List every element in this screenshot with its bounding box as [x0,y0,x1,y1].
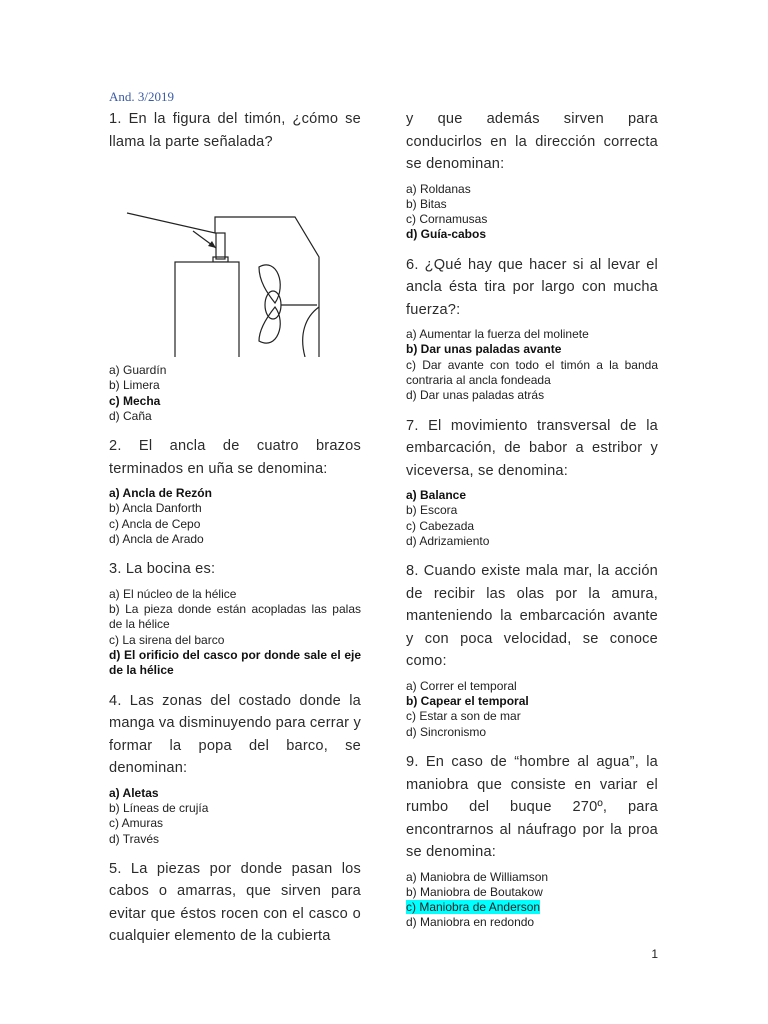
option-b: b) Limera [109,378,160,393]
option-c: c) Cabezada [406,518,475,533]
option-d: d) Dar unas paladas atrás [406,388,545,403]
option-a: a) Aumentar la fuerza del molinete [406,327,589,342]
options-list [109,587,361,679]
option-b: b) Escora [406,503,458,518]
question-6 [406,254,658,404]
options-list [406,679,658,740]
question-text: 4. Las zonas del costado donde la manga va disminuyendo para cerrar y formar la popa del barco, se denominan: [109,692,361,777]
option-d: d) Caña [109,408,152,423]
option-d: d) Adrizamiento [406,534,490,549]
question-5-end [406,108,658,243]
question-4 [109,690,361,847]
options-list [109,363,361,424]
question-2 [109,435,361,547]
question-text: y que además sirven para conducirlos en la dirección correcta se denominan: [406,111,658,172]
option-c: c) La sirena del barco [109,632,225,647]
question-text: 8. Cuando existe mala mar, la acción de recibir las olas por la amura, manteniendo la embarcación avante y con poca velocidad, se conoce como: [406,563,658,670]
question-text: 3. La bocina es: [109,561,216,578]
highlighted-answer: c) Maniobra de Anderson [406,900,541,915]
rudder-diagram [109,157,361,357]
option-a: a) Roldanas [406,181,471,196]
options-list [406,327,658,403]
options-list [406,182,658,243]
question-text: 7. El movimiento transversal de la embarcación, de babor a estribor y viceversa, se denomina: [406,417,658,479]
option-b-correct: b) Dar unas paladas avante [406,342,562,357]
option-a: a) Maniobra de Williamson [406,869,549,884]
page-number: 1 [651,947,658,961]
right-column [406,108,658,942]
option-b: b) Bitas [406,196,447,211]
option-c: c) Cornamusas [406,212,488,227]
question-text: 6. ¿Qué hay que hacer si al levar el ancla ésta tira por largo con mucha fuerza?: [406,256,658,318]
option-a-correct: a) Ancla de Rezón [109,486,212,501]
options-list [406,488,658,549]
question-3 [109,558,361,678]
question-5-start [109,858,361,948]
options-list [406,870,658,931]
option-c: c) Dar avante con todo el timón a la banda contraria al ancla fondeada [406,357,658,388]
option-a: a) El núcleo de la hélice [109,586,237,601]
option-c-highlighted [406,900,658,915]
option-b: b) Ancla Danforth [109,501,202,516]
option-c: c) Amuras [109,816,164,831]
option-b: b) Líneas de crujía [109,800,209,815]
option-a-correct: a) Balance [406,488,467,503]
options-list [109,786,361,847]
question-1 [109,108,361,424]
question-text: 9. En caso de “hombre al agua”, la maniobra que consiste en variar el rumbo del buque 270º, para encontrarnos al náufrago por la proa se denomina: [406,754,658,861]
option-d: d) Través [109,831,160,846]
option-d: d) Ancla de Arado [109,532,204,547]
option-d-correct: d) El orificio del casco por donde sale el eje de la hélice [109,648,361,678]
options-list [109,486,361,547]
rudder-figure [109,157,361,357]
option-d-correct: d) Guía-cabos [406,227,487,242]
question-8 [406,560,658,740]
option-a: a) Guardín [109,363,167,377]
option-c: c) Estar a son de mar [406,709,521,724]
option-b-correct: b) Capear el temporal [406,694,529,709]
option-c-correct: c) Mecha [109,393,161,408]
option-a: a) Correr el temporal [406,678,517,693]
option-d: d) Maniobra en redondo [406,915,535,930]
left-column [109,108,361,959]
question-text: 1. En la figura del timón, ¿cómo se llama la parte señalada? [109,111,361,150]
question-text: 5. La piezas por donde pasan los cabos o amarras, que sirven para evitar que éstos rocen con el casco o cualquier elemento de la cubierta [109,860,361,945]
option-b: b) La pieza donde están acopladas las palas de la hélice [109,602,361,632]
option-b: b) Maniobra de Boutakow [406,884,543,899]
option-d: d) Sincronismo [406,724,487,739]
question-7 [406,415,658,550]
option-a-correct: a) Aletas [109,785,159,800]
question-text: 2. El ancla de cuatro brazos terminados en uña se denomina: [109,438,361,477]
page-header: And. 3/2019 [109,89,174,104]
question-9 [406,751,658,931]
option-c: c) Ancla de Cepo [109,516,201,531]
